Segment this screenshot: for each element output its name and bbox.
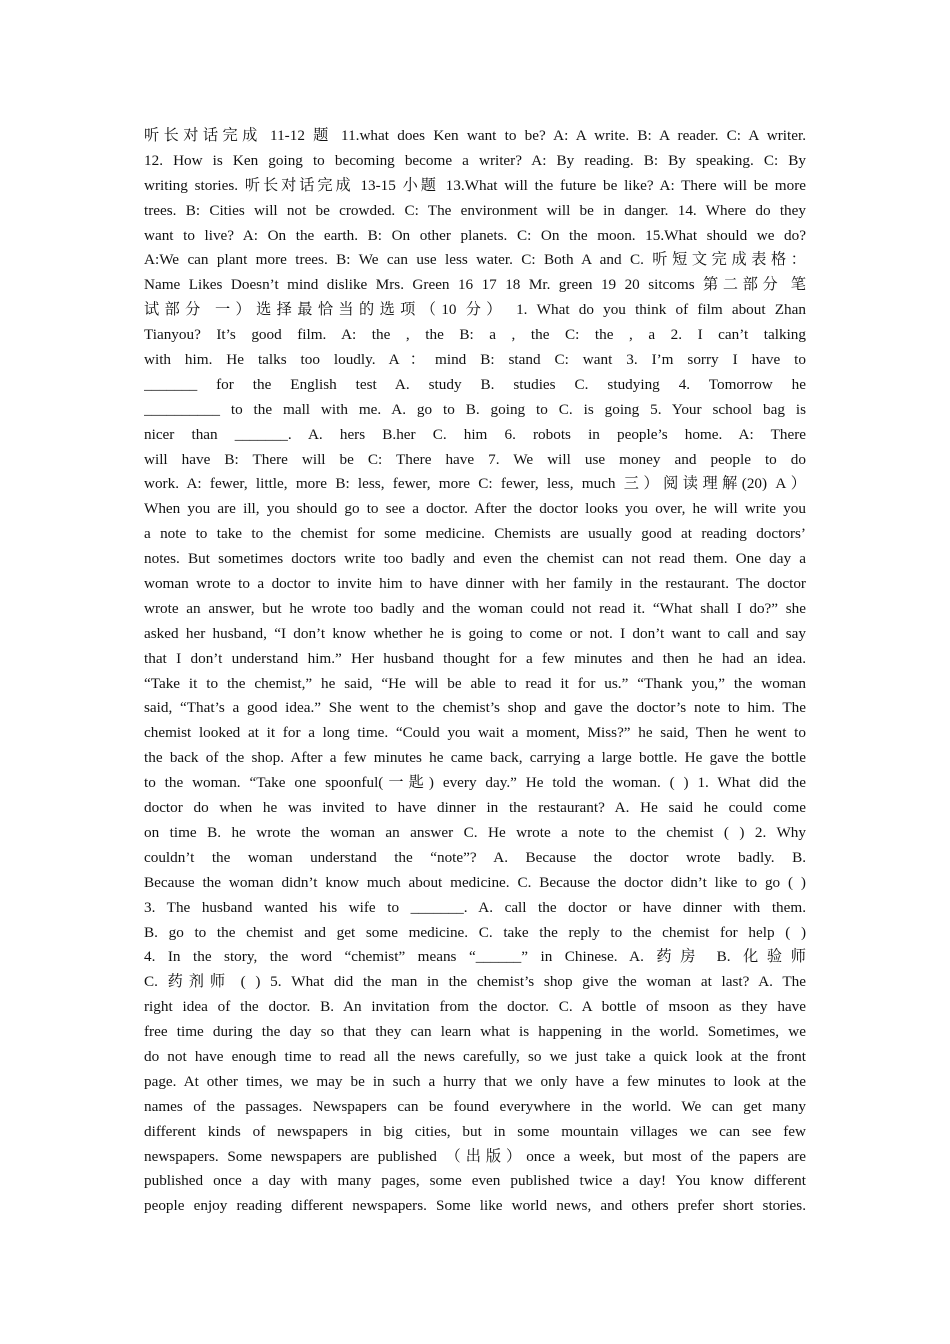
text-line: names of the passages. Newspapers can be found everywhere in the world. We can get many xyxy=(144,1097,806,1115)
text-line: 听长对话完成 11-12 题 11.what does Ken want to be? A: A write. B: A reader. C: A writer. xyxy=(144,127,806,144)
text-line: nicer than _______. A. hers B.her C. him 6. robots in people’s home. A: There xyxy=(144,425,806,443)
text-line: published once a day with many pages, some even published twice a day! You know different xyxy=(144,1172,806,1190)
text-line: writing stories. 听长对话完成 13-15 小题 13.What will the future be like? A: There will be more xyxy=(144,176,806,194)
text-line: Because the woman didn’t know much about medicine. C. Because the doctor didn’t like to go ( ) xyxy=(144,873,806,891)
text-line: 4. In the story, the word “chemist” means “______” in Chinese. A. 药房 B. 化验师 xyxy=(144,948,806,966)
text-line: work. A: fewer, little, more B: less, fewer, more C: fewer, less, much 三）阅读理解(20) A） xyxy=(144,475,806,493)
text-line: 3. The husband wanted his wife to _______. A. call the doctor or have dinner with them. xyxy=(144,898,806,916)
text-line: want to live? A: On the earth. B: On other planets. C: On the moon. 15.What should we do? xyxy=(144,226,806,244)
text-line: newspapers. Some newspapers are published （出版）once a week, but most of the papers are xyxy=(144,1147,806,1165)
text-line: doctor do when he was invited to have dinner in the restaurant? A. He said he could come xyxy=(144,799,806,817)
text-line: couldn’t the woman understand the “note”? A. Because the doctor wrote badly. B. xyxy=(144,848,806,866)
text-line: 12. How is Ken going to becoming become a writer? A: By reading. B: By speaking. C: By xyxy=(144,151,806,169)
text-line: A:We can plant more trees. B: We can use less water. C: Both A and C. 听短文完成表格： xyxy=(144,251,806,269)
text-line: do not have enough time to read all the news carefully, so we just take a quick look at the front xyxy=(144,1047,806,1065)
text-line: the back of the shop. After a few minutes he came back, carrying a large bottle. He gave the bottle xyxy=(144,749,806,767)
text-line: on time B. he wrote the woman an answer C. He wrote a note to the chemist ( ) 2. Why xyxy=(144,823,806,841)
text-line: different kinds of newspapers in big cities, but in some mountain villages we can see few xyxy=(144,1122,806,1140)
text-line: _______ for the English test A. study B. studies C. studying 4. Tomorrow he xyxy=(144,375,806,393)
text-line: with him. He talks too loudly. A：mind B: stand C: want 3. I’m sorry I have to xyxy=(144,351,806,369)
text-line: right idea of the doctor. B. An invitation from the doctor. C. A bottle of msoon as they have xyxy=(144,998,806,1016)
text-line: When you are ill, you should go to see a doctor. After the doctor looks you over, he will write you xyxy=(144,500,806,518)
text-line: wrote an answer, but he wrote too badly and the woman could not read it. “What shall I do?” she xyxy=(144,599,806,617)
text-line: Name Likes Doesn’t mind dislike Mrs. Green 16 17 18 Mr. green 19 20 sitcoms 第二部分 笔 xyxy=(144,276,806,294)
text-line: said, “That’s a good idea.” She went to the chemist’s shop and gave the doctor’s note to him. The xyxy=(144,699,806,717)
text-line: will have B: There will be C: There have 7. We will use money and people to do xyxy=(144,450,806,468)
text-line: a note to take to the chemist for some medicine. Chemists are usually good at reading doctors’ xyxy=(144,525,806,543)
text-line: woman wrote to a doctor to invite him to have dinner with her family in the restaurant. The doctor xyxy=(144,575,806,593)
text-line: asked her husband, “I don’t know whether he is going to come or not. I don’t want to call and say xyxy=(144,624,806,642)
text-line: free time during the day so that they can learn what is happening in the world. Sometimes, we xyxy=(144,1023,806,1041)
text-line: __________ to the mall with me. A. go to B. going to C. is going 5. Your school bag is xyxy=(144,400,806,418)
text-line: C. 药剂师 ( ) 5. What did the man in the chemist’s shop give the woman at last? A. The xyxy=(144,973,806,991)
text-line: to the woman. “Take one spoonful(一匙) every day.” He told the woman. ( ) 1. What did the xyxy=(144,774,806,792)
text-line: chemist looked at it for a long time. “Could you wait a moment, Miss?” he said, Then he went to xyxy=(144,724,806,742)
text-line: “Take it to the chemist,” he said, “He will be able to read it for us.” “Thank you,” the woman xyxy=(144,674,806,692)
text-line: trees. B: Cities will not be crowded. C: The environment will be in danger. 14. Where do they xyxy=(144,201,806,219)
text-line: notes. But sometimes doctors write too badly and even the chemist can not read them. One day a xyxy=(144,550,806,568)
text-line: people enjoy reading different newspapers. Some like world news, and others prefer short stories. xyxy=(144,1197,806,1215)
document-body xyxy=(144,124,806,1219)
text-line: 试部分 一）选择最恰当的选项（10 分） 1. What do you think of film about Zhan xyxy=(144,301,806,319)
text-line: Tianyou? It’s good film. A: the , the B: a , the C: the , a 2. I can’t talking xyxy=(144,326,806,344)
text-line: that I don’t understand him.” Her husband thought for a few minutes and then he had an idea. xyxy=(144,649,806,667)
text-line: B. go to the chemist and get some medicine. C. take the reply to the chemist for help ( ) xyxy=(144,923,806,941)
text-line: page. At other times, we may be in such a hurry that we only have a few minutes to look at the xyxy=(144,1072,806,1090)
